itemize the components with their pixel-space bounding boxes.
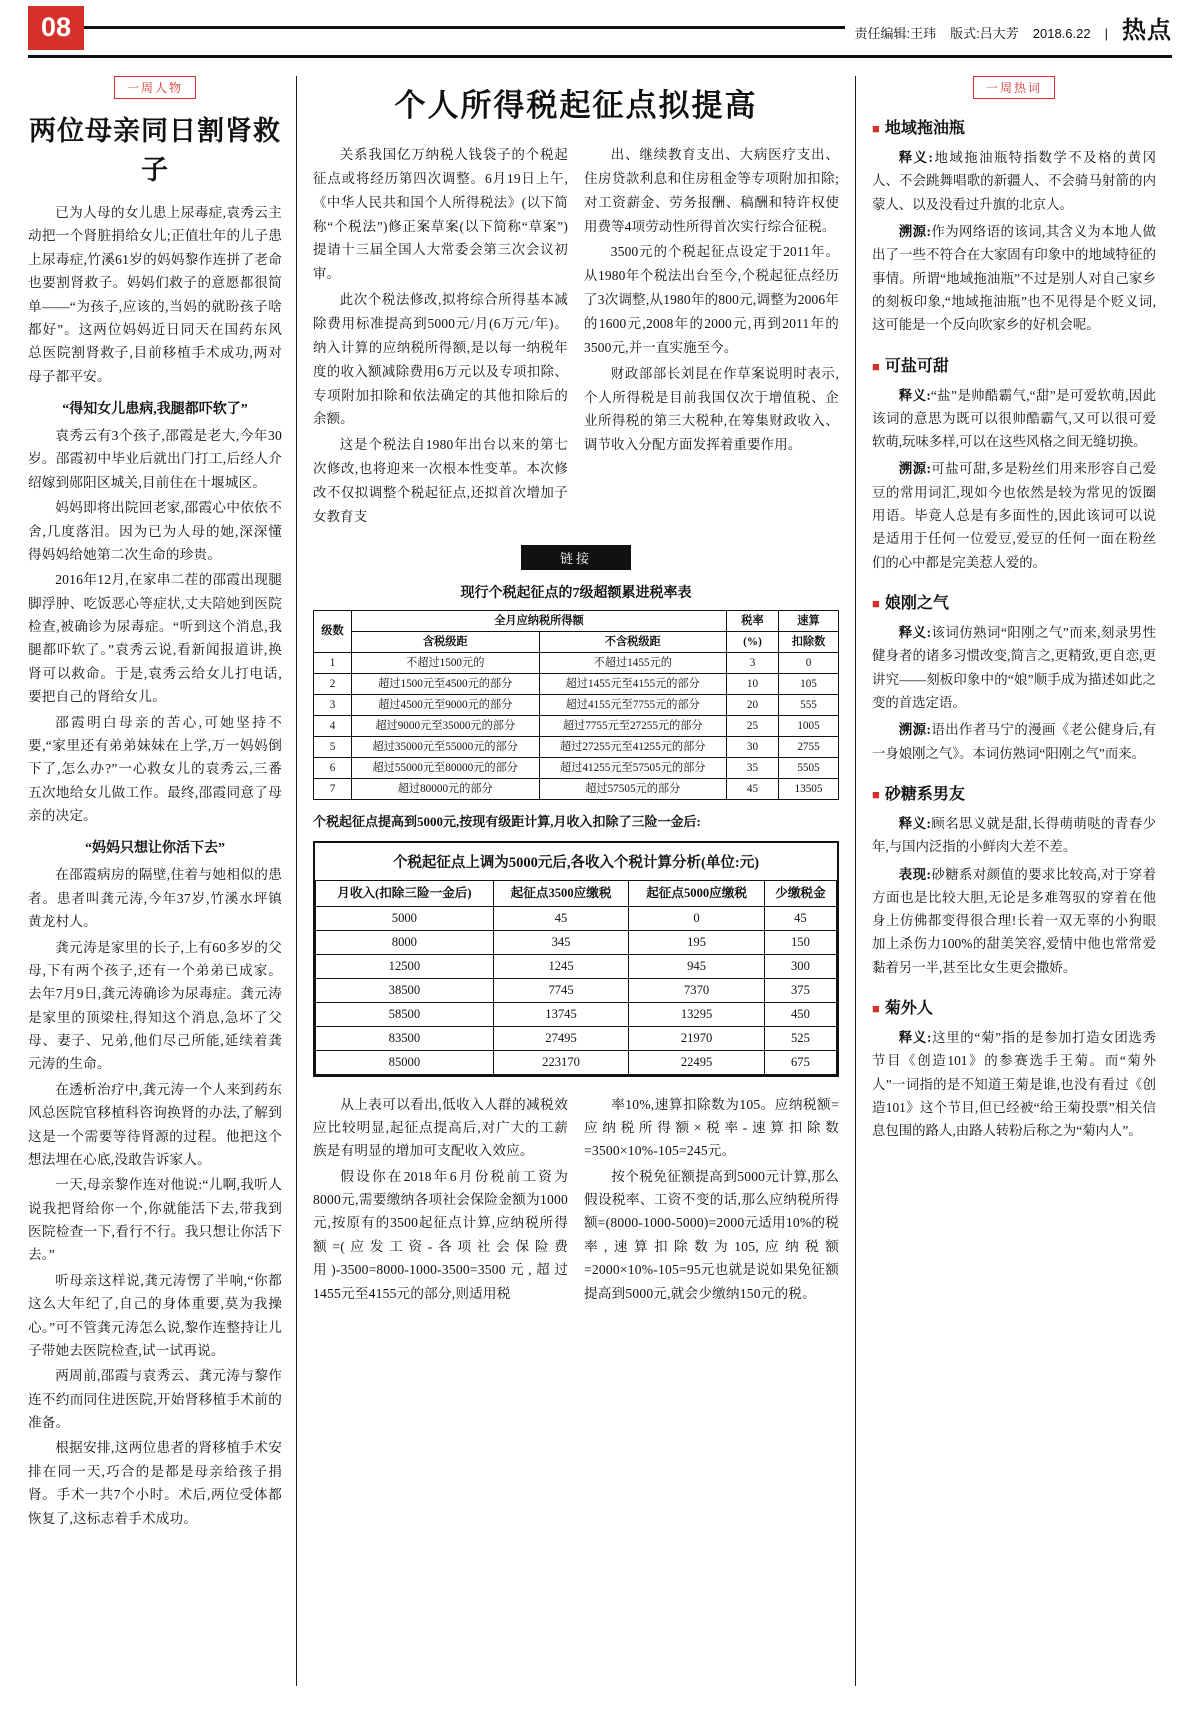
cell: 超过57505元的部分 (539, 778, 727, 799)
cell: 0 (629, 906, 765, 930)
keyword-lead: 释义: (898, 387, 931, 403)
calc-th-saving: 少缴税金 (764, 880, 836, 906)
cell: 450 (764, 1002, 836, 1026)
right-section-tag: 一周热词 (973, 76, 1055, 99)
rate-th-deduct: 速算 (779, 610, 839, 631)
cell: 5000 (316, 906, 494, 930)
keyword-paragraph (872, 718, 1156, 765)
cell: 525 (764, 1026, 836, 1050)
left-paragraph: 在邵霞病房的隔壁,住着与她相似的患者。患者叫龚元涛,今年37岁,竹溪水坪镇黄龙村人。 (28, 867, 282, 930)
tax-rate-table (313, 610, 839, 800)
main-paragraph: 关系我国亿万纳税人钱袋子的个税起征点或将经历第四次调整。6月19日上午,《中华人民共和国个人所得税法》(以下简称“个税法”)修正案草案(以下简称“草案”)提请十三届全国人大常委会第三次会议初审。 (313, 147, 568, 282)
bottom-col-1 (313, 1093, 568, 1307)
main-paragraph: 从上表可以看出,低收入人群的减税效应比较明显,起征点提高后,对广大的工薪族是有明显的增加可支配收入效应。 (313, 1096, 568, 1159)
left-paragraph: 听母亲这样说,龚元涛愣了半响,“你都这么大年纪了,自己的身体重要,莫为我操心。”可不管龚元涛怎么说,黎作连整持让儿子带她去医院检查,试一试再说。 (28, 1272, 282, 1358)
calc-table-body (316, 906, 837, 1074)
main-article-bottom (313, 1093, 839, 1307)
table-row (314, 778, 839, 799)
cell: 35 (727, 757, 779, 778)
left-paragraph: 袁秀云有3个孩子,邵霞是老大,今年30岁。邵霞初中毕业后就出门打工,后经人介绍嫁到郧阳区城关,目前住在十堰城区。 (28, 428, 282, 490)
left-column (28, 76, 296, 1686)
left-subheading-2: “妈妈只想让你活下去” (85, 841, 225, 857)
cell: 38500 (316, 978, 494, 1002)
cell: 超过1455元至4155元的部分 (539, 673, 727, 694)
table-row (316, 1002, 837, 1026)
left-paragraph: 一天,母亲黎作连对他说:“儿啊,我听人说我把肾给你一个,你就能活下去,带我到医院检查一下,看行不行。我只想让你活下去。” (28, 1177, 282, 1263)
cell: 85000 (316, 1050, 494, 1074)
cell: 195 (629, 930, 765, 954)
cell: 超过80000元的部分 (352, 778, 540, 799)
keyword-lead: 溯源: (898, 461, 931, 477)
cell: 0 (779, 652, 839, 673)
cell: 2755 (779, 736, 839, 757)
table-row (314, 736, 839, 757)
left-paragraph: 两周前,邵霞与袁秀云、龚元涛与黎作连不约而同住进医院,开始肾移植手术前的准备。 (28, 1368, 282, 1430)
main-paragraph: 率10%,速算扣除数为105。应纳税额=应纳税所得额×税率-速算扣除数=3500×10%-105=245元。 (584, 1096, 839, 1159)
issue-date: 2018.6.22 (1032, 26, 1091, 41)
bottom-col-2 (584, 1093, 839, 1307)
keyword-text: 该词仿熟词“阳刚之气”而来,刻录男性健身者的诸多习惯改变,简言之,更精致,更自恋,更讲究——刻板印象中的“娘”顺手成为描述如此之变的首选定语。 (872, 625, 1156, 710)
main-paragraph: 出、继续教育支出、大病医疗支出、住房贷款利息和住房租金等专项附加扣除;对工资薪金、劳务报酬、稿酬和特许权使用费等4项劳动性所得首次实行综合征税。 (584, 147, 839, 234)
left-headline: 两位母亲同日割肾救子 (29, 116, 281, 185)
keyword-lead: 溯源: (898, 722, 931, 738)
page-number: 08 (28, 6, 84, 50)
left-paragraph: 妈妈即将出院回老家,邵霞心中依依不舍,几度落泪。因为已为人母的她,深深懂得妈妈给她第二次生命的珍贵。 (28, 500, 282, 562)
table-row (316, 1026, 837, 1050)
keyword-text: 语出作者马宁的漫画《老公健身后,有一身娘刚之气》。本词仿熟词“阳刚之气”而来。 (872, 722, 1156, 761)
rate-th-excl: 不含税级距 (539, 631, 727, 652)
keyword-paragraph (872, 812, 1156, 859)
cell: 21970 (629, 1026, 765, 1050)
cell: 8000 (316, 930, 494, 954)
left-section-tag: 一周人物 (114, 76, 196, 99)
main-paragraph: 3500元的个税起征点设定于2011年。从1980年个税法出台至今,个税起征点经历了3次调整,从1980年的800元,调整为2006年的1600元,2008年的2000元,再到2011年的3500元,并一直实施至今。 (584, 244, 839, 355)
cell: 22495 (629, 1050, 765, 1074)
left-tag-wrap (28, 76, 282, 99)
calc-table (315, 880, 837, 1075)
cell: 13295 (629, 1002, 765, 1026)
cell: 13745 (493, 1002, 629, 1026)
calc-box (313, 841, 839, 1077)
link-bar-label: 链接 (521, 545, 631, 570)
keyword-lead: 释义: (898, 150, 933, 165)
rate-th-group: 全月应纳税所得额 (352, 610, 727, 631)
cell: 45 (493, 906, 629, 930)
cell: 150 (764, 930, 836, 954)
section-title: 热点 (1122, 17, 1172, 44)
cell: 83500 (316, 1026, 494, 1050)
masthead-rule (84, 26, 845, 29)
keyword-text: 可盐可甜,多是粉丝们用来形容自己爱豆的常用词汇,现如今也依然是较为常见的饭圈用语。毕竟人总是有多面性的,因此该词可以说是适用于任何一位爱豆,爱豆的任何一面在粉丝们的心中都是完美惹人爱的。 (872, 461, 1156, 570)
cell: 4 (314, 715, 352, 736)
cell: 7 (314, 778, 352, 799)
masthead (28, 0, 1172, 58)
table-row (316, 930, 837, 954)
table-row (314, 673, 839, 694)
calc-th-5000: 起征点5000应缴税 (629, 880, 765, 906)
masthead-separator: | (1104, 26, 1108, 41)
keyword-lead: 释义: (898, 625, 932, 640)
left-paragraph: 邵霞明白母亲的苦心,可她坚持不要,“家里还有弟弟妹妹在上学,万一妈妈倒下了,怎么办?”一心救女儿的袁秀云,三番五次地给女儿做工作。最终,邵霞同意了母亲的决定。 (28, 714, 282, 823)
keyword-text: 作为网络语的该词,其含义为本地人做出了一些不符合在大家固有印象中的地域特征的事情。所谓“地域拖油瓶”不过是别人对自己家乡的刻板印象,“地域拖油瓶”也不见得是个贬义词,这可能是一个反向吹家乡的好机会呢。 (872, 223, 1156, 333)
keyword-lead: 释义: (898, 815, 931, 831)
main-paragraph: 财政部部长刘昆在作草案说明时表示,个人所得税是目前我国仅次于增值税、企业所得税的第三大税种,在筹集财政收入、调节收入分配方面发挥着重要作用。 (584, 365, 839, 453)
left-paragraph: 已为人母的女儿患上尿毒症,袁秀云主动把一个肾脏捐给女儿;正值壮年的儿子患上尿毒症,竹溪61岁的妈妈黎作连拼了老命也要割肾救子。妈妈们救子的意愿都很简单——“为孩子,应该的,当妈的就盼孩子啥都好”。这两位妈妈近日同天在国药东风总医院割肾救子,目前移植手术成功,两对母子都平安。 (28, 205, 282, 384)
cell: 超过4500元至9000元的部分 (352, 694, 540, 715)
rate-table-body (314, 652, 839, 799)
cell: 45 (764, 906, 836, 930)
right-tag-wrap (872, 76, 1156, 99)
table-row (316, 978, 837, 1002)
cell: 12500 (316, 954, 494, 978)
keyword-lead: 释义: (898, 1030, 932, 1046)
cell: 5505 (779, 757, 839, 778)
main-paragraph: 假设你在2018年6月份税前工资为8000元,需要缴纳各项社会保险金额为1000元,按原有的3500起征点计算,应纳税所得额=(应发工资-各项社会保险费用)-3500=8000-1000-3500=3500元,超过1455元至4155元的部分,则适用税 (313, 1168, 568, 1301)
left-paragraph: 龚元涛是家里的长子,上有60多岁的父母,下有两个孩子,还有一个弟弟已成家。去年7月9日,龚元涛确诊为尿毒症。龚元涛是家里的顶梁柱,得知这个消息,急坏了父母、妻子、兄弟,他们尽己所能,延续着龚元涛的生命。 (28, 939, 282, 1072)
cell: 27495 (493, 1026, 629, 1050)
calc-table-title: 个税起征点上调为5000元后,各收入个税计算分析(单位:元) (392, 854, 760, 871)
cell: 5 (314, 736, 352, 757)
middle-column (296, 76, 856, 1686)
masthead-info (845, 10, 1172, 45)
main-paragraph: 这是个税法自1980年出台以来的第七次修改,也将迎来一次根本性变革。本次修改不仅拟调整个税起征点,还拟首次增加子女教育支 (313, 437, 568, 524)
table-row (314, 757, 839, 778)
keyword-lead: 溯源: (898, 223, 931, 239)
keyword-text: “盐”是帅酷霸气,“甜”是可爱软萌,因此该词的意思为既可以很帅酷霸气,又可以很可爱软萌,玩味多样,可以在这些风格之间无缝切换。 (872, 387, 1156, 450)
main-article-col-2 (584, 143, 839, 531)
keyword-text: 砂糖系对颜值的要求比较高,对于穿着方面也是比较大胆,无论是多难驾驭的穿着在他身上仿佛都变得很合理!长着一双无辜的小狗眼加上杀伤力100%的甜美笑容,爱情中他也常常爱黏着另一半,甚至比女生更会撒娇。 (872, 866, 1156, 975)
table-row (314, 652, 839, 673)
table-row (314, 715, 839, 736)
keyword-paragraph (872, 220, 1156, 337)
rate-th-level: 级数 (314, 610, 352, 652)
cell: 20 (727, 694, 779, 715)
table-row (314, 694, 839, 715)
cell: 超过4155元至7755元的部分 (539, 694, 727, 715)
cell: 不超过1500元的 (352, 652, 540, 673)
cell: 345 (493, 930, 629, 954)
calc-th-income: 月收入(扣除三险一金后) (316, 880, 494, 906)
rate-table-title: 现行个税起征点的7级超额累进税率表 (460, 585, 692, 601)
keyword-title: ■ 砂糖系男友 (872, 781, 1156, 804)
cell: 超过27255元至41255元的部分 (539, 736, 727, 757)
cell: 7370 (629, 978, 765, 1002)
cell: 375 (764, 978, 836, 1002)
cell: 300 (764, 954, 836, 978)
keyword-text: 顾名思义就是甜,长得萌萌哒的青春少年,与国内泛指的小鲜肉大差不差。 (872, 815, 1156, 855)
rate-th-rate: 税率 (727, 610, 779, 631)
keyword-paragraph (872, 621, 1156, 714)
keyword-text: 地域拖油瓶特指数学不及格的黄冈人、不会跳舞唱歌的新疆人、不会骑马射箭的内蒙人、以及没看过升旗的北京人。 (872, 150, 1156, 212)
cell: 10 (727, 673, 779, 694)
cell: 223170 (493, 1050, 629, 1074)
layout-label: 版式:吕大芳 (950, 26, 1019, 41)
cell: 1 (314, 652, 352, 673)
main-headline: 个人所得税起征点拟提高 (394, 88, 758, 123)
right-column (856, 76, 1156, 1686)
cell: 超过1500元至4500元的部分 (352, 673, 540, 694)
calc-th-3500: 起征点3500应缴税 (493, 880, 629, 906)
cell: 超过41255元至57505元的部分 (539, 757, 727, 778)
cell: 45 (727, 778, 779, 799)
cell: 675 (764, 1050, 836, 1074)
keyword-paragraph (872, 863, 1156, 980)
cell: 1005 (779, 715, 839, 736)
editor-label: 责任编辑:王玮 (854, 26, 937, 41)
table-row (316, 954, 837, 978)
cell: 30 (727, 736, 779, 757)
table-row (316, 1050, 837, 1074)
cell: 3 (727, 652, 779, 673)
keyword-title: ■ 可盐可甜 (872, 353, 1156, 376)
keyword-text: 这里的“菊”指的是参加打造女团选秀节目《创造101》的参赛选手王菊。而“菊外人”一词指的是不知道王菊是谁,也没有看过《创造101》这个节目,但已经被“给王菊投票”相关信息包围的路人,由路人转粉后称之为“菊内人”。 (872, 1030, 1156, 1139)
keyword-title: ■ 地域拖油瓶 (872, 115, 1156, 138)
calc-note: 个税起征点提高到5000元,按现有级距计算,月收入扣除了三险一金后: (313, 813, 701, 829)
keyword-paragraph (872, 384, 1156, 454)
cell: 超过7755元至27255元的部分 (539, 715, 727, 736)
cell: 不超过1455元的 (539, 652, 727, 673)
cell: 105 (779, 673, 839, 694)
left-paragraph: 在透析治疗中,龚元涛一个人来到药东风总医院官移植科咨询换肾的办法,了解到这是一个需要等待肾源的过程。他把这个想法埋在心底,没敢告诉家人。 (28, 1081, 282, 1167)
main-paragraph: 此次个税法修改,拟将综合所得基本减除费用标准提高到5000元/月(6万元/年)。纳入计算的应纳税所得额,是以每一纳税年度的收入额减除费用6万元以及专项扣除、专项附加扣除和依法确定的其他扣除后的余额。 (313, 292, 568, 427)
cell: 6 (314, 757, 352, 778)
cell: 超过35000元至55000元的部分 (352, 736, 540, 757)
cell: 超过55000元至80000元的部分 (352, 757, 540, 778)
cell: 1245 (493, 954, 629, 978)
cell: 3 (314, 694, 352, 715)
keyword-title: ■ 菊外人 (872, 995, 1156, 1018)
left-paragraph: 根据安排,这两位患者的肾移植手术安排在同一天,巧合的是都是母亲给孩子捐肾。手术一共7个小时。术后,两位受体都恢复了,这标志着手术成功。 (28, 1440, 282, 1526)
page-content (28, 76, 1172, 1686)
main-paragraph: 按个税免征额提高到5000元计算,那么假设税率、工资不变的话,那么应纳税所得额=(8000-1000-5000)=2000元适用10%的税率,速算扣除数为105,应纳税额=2000×10%-105=95元也就是说如果免征额提高到5000元,就会少缴纳150元的税。 (584, 1168, 839, 1301)
cell: 58500 (316, 1002, 494, 1026)
main-article-col-1 (313, 143, 568, 531)
cell: 2 (314, 673, 352, 694)
rate-th-incl: 含税级距 (352, 631, 540, 652)
cell: 945 (629, 954, 765, 978)
table-row (316, 906, 837, 930)
keyword-paragraph (872, 1026, 1156, 1143)
cell: 555 (779, 694, 839, 715)
rate-th-rate-unit: (%) (727, 631, 779, 652)
keyword-lead: 表现: (898, 866, 931, 882)
cell: 25 (727, 715, 779, 736)
keyword-title: ■ 娘刚之气 (872, 590, 1156, 613)
keyword-paragraph (872, 457, 1156, 574)
main-article-columns (313, 143, 839, 531)
rate-th-deduct-2: 扣除数 (779, 631, 839, 652)
left-paragraph: 2016年12月,在家串二茬的邵霞出现腿脚浮肿、吃饭恶心等症状,丈夫陪她到医院检查,被确诊为尿毒症。“听到这个消息,我腿都吓软了。”袁秀云说,看新闻报道讲,换肾可以救命。于是,袁秀云给女儿打电话,要把自己的肾给女儿。 (28, 572, 282, 705)
cell: 7745 (493, 978, 629, 1002)
left-subheading-1: “得知女儿患病,我腿都吓软了” (62, 402, 248, 417)
cell: 13505 (779, 778, 839, 799)
cell: 超过9000元至35000元的部分 (352, 715, 540, 736)
keyword-paragraph (872, 146, 1156, 216)
